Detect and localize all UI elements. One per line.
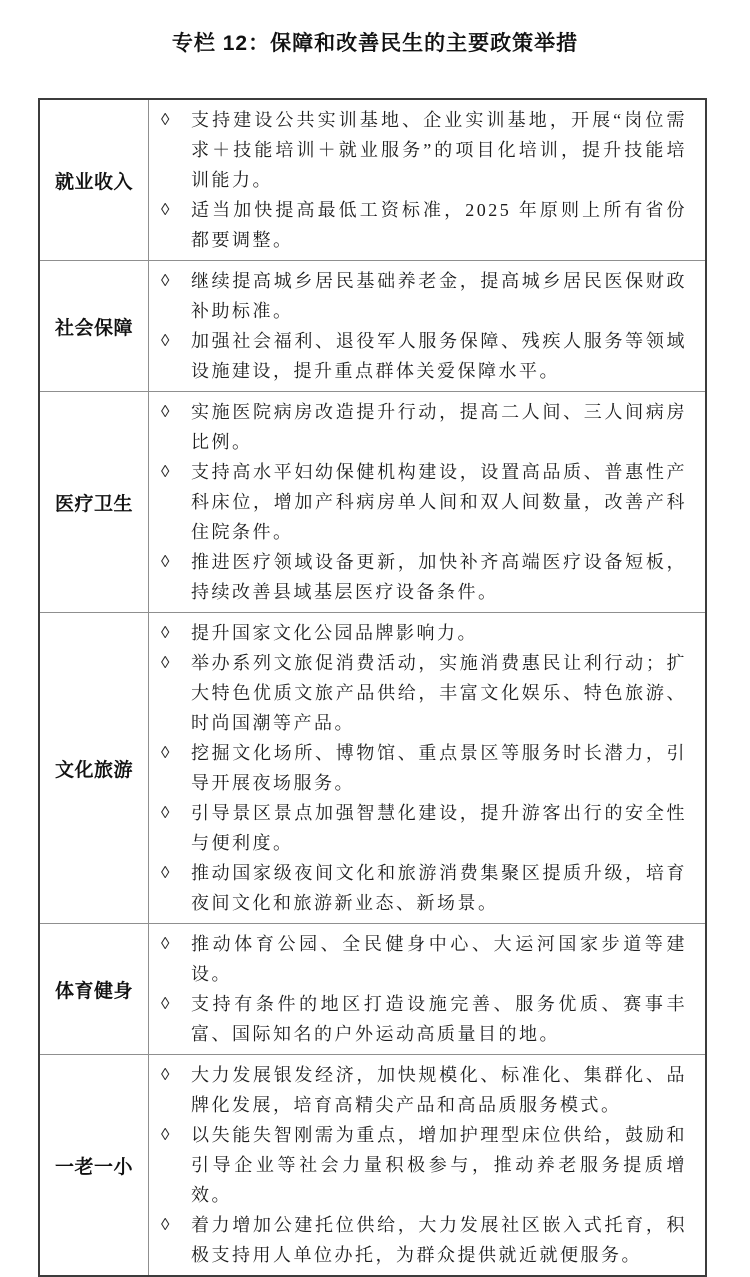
diamond-bullet-icon: ◊ <box>161 462 170 481</box>
policy-items <box>149 261 705 391</box>
table-row <box>40 261 705 392</box>
diamond-bullet-icon: ◊ <box>161 863 170 882</box>
policy-item <box>161 738 687 798</box>
policy-item <box>161 1120 687 1210</box>
policy-item-text: 实施医院病房改造提升行动，提高二人间、三人间病房比例。 <box>191 402 687 452</box>
policy-item-text: 以失能失智刚需为重点，增加护理型床位供给，鼓励和引导企业等社会力量积极参与，推动养老服务提质增效。 <box>191 1125 687 1205</box>
policy-item <box>161 1060 687 1120</box>
policy-item <box>161 457 687 547</box>
category-label: 体育健身 <box>40 924 149 1054</box>
policy-items <box>149 392 705 612</box>
policy-item-text: 挖掘文化场所、博物馆、重点景区等服务时长潜力，引导开展夜场服务。 <box>191 743 687 793</box>
table-row <box>40 392 705 613</box>
policy-item-text: 继续提高城乡居民基础养老金，提高城乡居民医保财政补助标准。 <box>191 271 687 321</box>
table-row <box>40 924 705 1055</box>
policy-item-text: 举办系列文旅促消费活动，实施消费惠民让利行动；扩大特色优质文旅产品供给，丰富文化娱乐、特色旅游、时尚国潮等产品。 <box>191 653 687 733</box>
policy-item-text: 推动国家级夜间文化和旅游消费集聚区提质升级，培育夜间文化和旅游新业态、新场景。 <box>191 863 687 913</box>
table-row <box>40 1055 705 1275</box>
category-label: 文化旅游 <box>40 613 149 923</box>
policy-item-text: 推动体育公园、全民健身中心、大运河国家步道等建设。 <box>191 934 687 984</box>
diamond-bullet-icon: ◊ <box>161 200 170 219</box>
table-row <box>40 100 705 261</box>
page-title: 专栏 12：保障和改善民生的主要政策举措 <box>171 32 579 55</box>
diamond-bullet-icon: ◊ <box>161 1065 170 1084</box>
policy-item-text: 推进医疗领域设备更新，加快补齐高端医疗设备短板，持续改善县域基层医疗设备条件。 <box>191 552 687 602</box>
diamond-bullet-icon: ◊ <box>161 934 170 953</box>
policy-item-text: 支持有条件的地区打造设施完善、服务优质、赛事丰富、国际知名的户外运动高质量目的地。 <box>191 994 687 1044</box>
policy-item-text: 适当加快提高最低工资标准，2025 年原则上所有省份都要调整。 <box>191 200 687 250</box>
policy-item-text: 加强社会福利、退役军人服务保障、残疾人服务等领域设施建设，提升重点群体关爱保障水平。 <box>191 331 687 381</box>
policy-item <box>161 266 687 326</box>
diamond-bullet-icon: ◊ <box>161 552 170 571</box>
policy-item <box>161 105 687 195</box>
policy-item-text: 着力增加公建托位供给，大力发展社区嵌入式托育，积极支持用人单位办托，为群众提供就近就便服务。 <box>191 1215 687 1265</box>
diamond-bullet-icon: ◊ <box>161 623 170 642</box>
diamond-bullet-icon: ◊ <box>161 402 170 421</box>
policy-item <box>161 798 687 858</box>
diamond-bullet-icon: ◊ <box>161 271 170 290</box>
policy-item <box>161 989 687 1049</box>
policy-item <box>161 648 687 738</box>
policy-item <box>161 929 687 989</box>
diamond-bullet-icon: ◊ <box>161 743 170 762</box>
diamond-bullet-icon: ◊ <box>161 110 170 129</box>
policy-item <box>161 397 687 457</box>
policy-item <box>161 326 687 386</box>
policy-items <box>149 1055 705 1275</box>
diamond-bullet-icon: ◊ <box>161 994 170 1013</box>
policy-item <box>161 618 687 648</box>
policy-item <box>161 195 687 255</box>
policy-item <box>161 1210 687 1270</box>
diamond-bullet-icon: ◊ <box>161 1215 170 1234</box>
policy-items <box>149 613 705 923</box>
diamond-bullet-icon: ◊ <box>161 803 170 822</box>
policy-item <box>161 547 687 607</box>
diamond-bullet-icon: ◊ <box>161 1125 170 1144</box>
policy-item-text: 支持高水平妇幼保健机构建设，设置高品质、普惠性产科床位，增加产科病房单人间和双人间数量，改善产科住院条件。 <box>191 462 687 542</box>
policy-items <box>149 100 705 260</box>
category-label: 医疗卫生 <box>40 392 149 612</box>
policy-item <box>161 858 687 918</box>
policy-item-text: 引导景区景点加强智慧化建设，提升游客出行的安全性与便利度。 <box>191 803 687 853</box>
category-label: 一老一小 <box>40 1055 149 1275</box>
policy-items <box>149 924 705 1054</box>
policy-table <box>38 98 707 1277</box>
policy-item-text: 支持建设公共实训基地、企业实训基地，开展“岗位需求＋技能培训＋就业服务”的项目化培训，提升技能培训能力。 <box>191 110 687 190</box>
category-label: 就业收入 <box>40 100 149 260</box>
diamond-bullet-icon: ◊ <box>161 653 170 672</box>
category-label: 社会保障 <box>40 261 149 391</box>
table-row <box>40 613 705 924</box>
diamond-bullet-icon: ◊ <box>161 331 170 350</box>
policy-item-text: 大力发展银发经济，加快规模化、标准化、集群化、品牌化发展，培育高精尖产品和高品质服务模式。 <box>191 1065 687 1115</box>
policy-item-text: 提升国家文化公园品牌影响力。 <box>191 623 478 643</box>
